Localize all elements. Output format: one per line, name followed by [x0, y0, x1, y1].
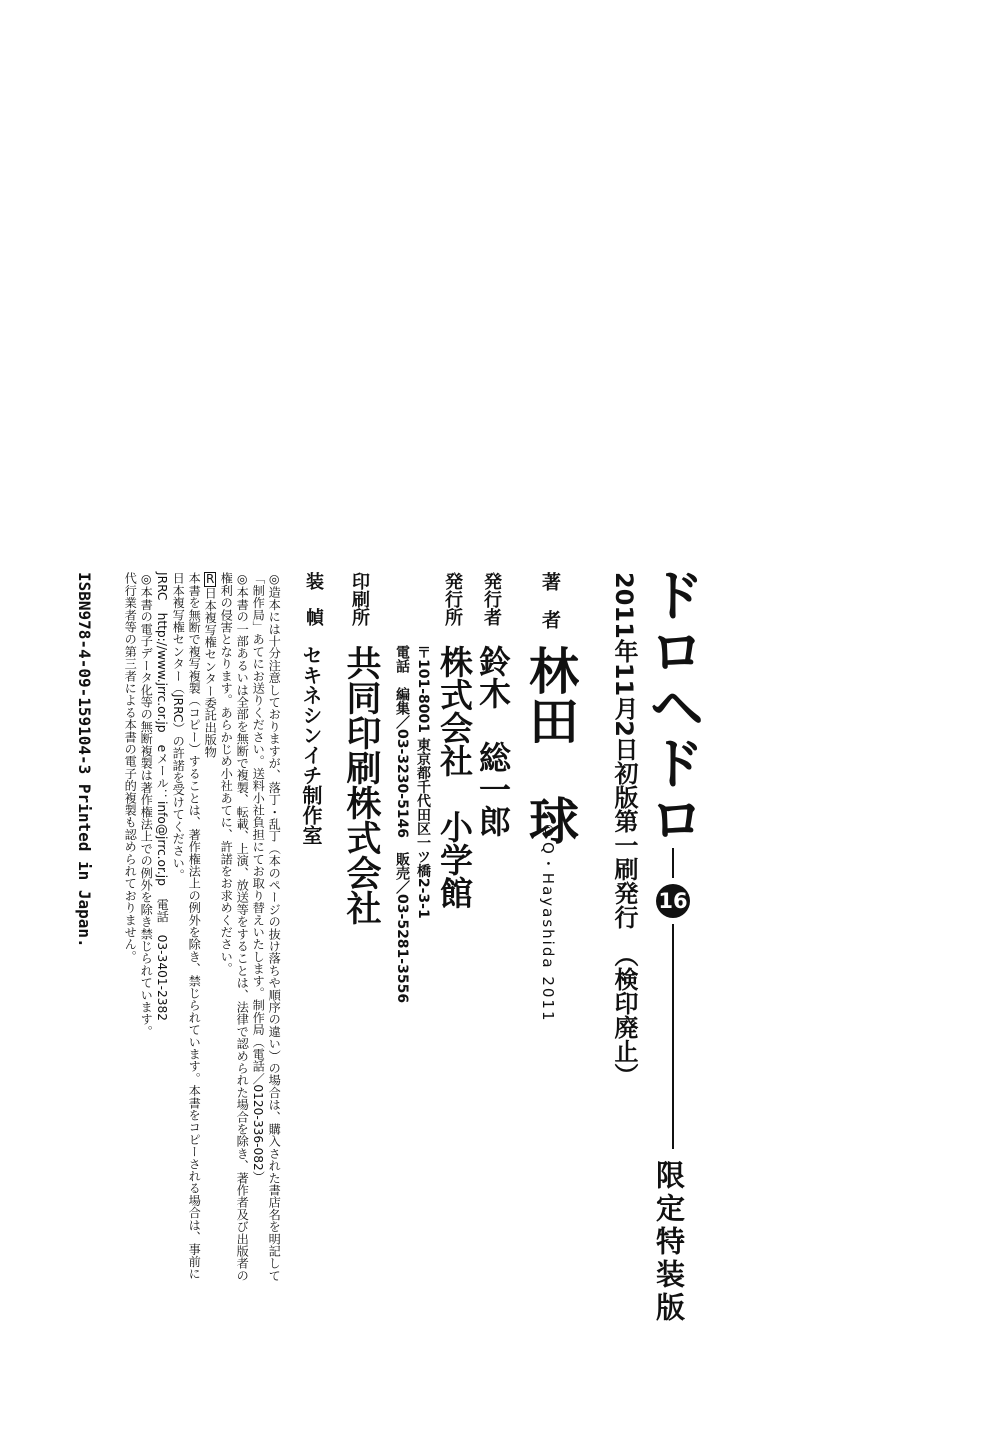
publication-date	[612, 572, 636, 1087]
title-text: ドロヘドロ	[640, 566, 706, 846]
volume-badge	[656, 884, 690, 918]
publisher-person-name: 鈴木 総一郎	[474, 645, 512, 837]
registered-mark: R	[206, 572, 215, 586]
notice-line-8: JRRC http://www.jrrc.or.jp eメール：info@jrrc.or.jp 電話 03-3401-2382	[155, 572, 170, 1021]
volume-number: 16	[656, 884, 690, 918]
notice-line-5: R日本複写権センター委託出版物	[203, 572, 218, 758]
notice-line-6: 本書を無断で複写複製（コピー）することは、著作権法上の例外を除き、禁じられています。本書をコピーされる場合は、事前に	[187, 572, 202, 1280]
edition-label: 限定特装版	[652, 1160, 686, 1325]
notice-line-7: 日本複写権センター（JRRC）の許諾を受けてください。	[171, 572, 186, 882]
publisher-person-label: 発行者	[481, 572, 502, 626]
publisher-phone: 電話 編集／03-3230-5146 販売／03-5281-3556	[394, 645, 410, 1004]
isbn-line: ISBN978-4-09-159104-3 Printed in Japan.	[75, 572, 94, 948]
publisher-address: 〒101-8001 東京都千代田区一ツ橋2-3-1	[415, 645, 431, 919]
title-rule-bottom	[672, 924, 674, 1149]
author-name: 林田 球	[521, 645, 579, 845]
stamp-note: （検印廃止）	[610, 942, 638, 1087]
notice-line-1: ◎造本には十分注意しておりますが、落丁・乱丁（本のページの抜け落ちや順序の違い）の場合は、購入された書店名を明記して	[267, 572, 282, 1282]
author-label: 著 者	[539, 572, 561, 629]
date-line: 2011年11月2日初版第一刷発行	[610, 572, 638, 929]
printer-name: 共同印刷株式会社	[341, 645, 381, 925]
publisher-name: 株式会社 小学館	[435, 645, 474, 909]
publisher-label: 発行所	[442, 572, 463, 626]
notice-line-10: 代行業者等の第三者による本書の電子的複製も認められておりません。	[123, 572, 138, 963]
design-label: 装 幀	[303, 572, 324, 626]
notice-line-3: ◎本書の一部あるいは全部を無断で複製、転載、上演、放送等をすることは、法律で認められた場合を除き、著作者及び出版者の	[235, 572, 250, 1282]
title-rule-top	[672, 848, 674, 878]
book-title	[640, 566, 706, 846]
notice-line-2: 「制作局」あてにお送りください。送料小社負担にてお取り替えいたします。制作局（電話／0120-336-082）	[251, 572, 266, 1183]
notice-line-4: 権利の侵害となります。あらかじめ小社あてに、許諾をお求めください。	[219, 572, 234, 975]
notice-line-9: ◎本書の電子データ化等の無断複製は著作権法上での例外を除き禁じられています。	[139, 572, 154, 1038]
design-name: セキネシンイチ制作室	[299, 645, 323, 845]
printer-label: 印刷所	[349, 572, 370, 626]
copyright-line: ©Q・Hayashida 2011	[539, 822, 557, 1023]
